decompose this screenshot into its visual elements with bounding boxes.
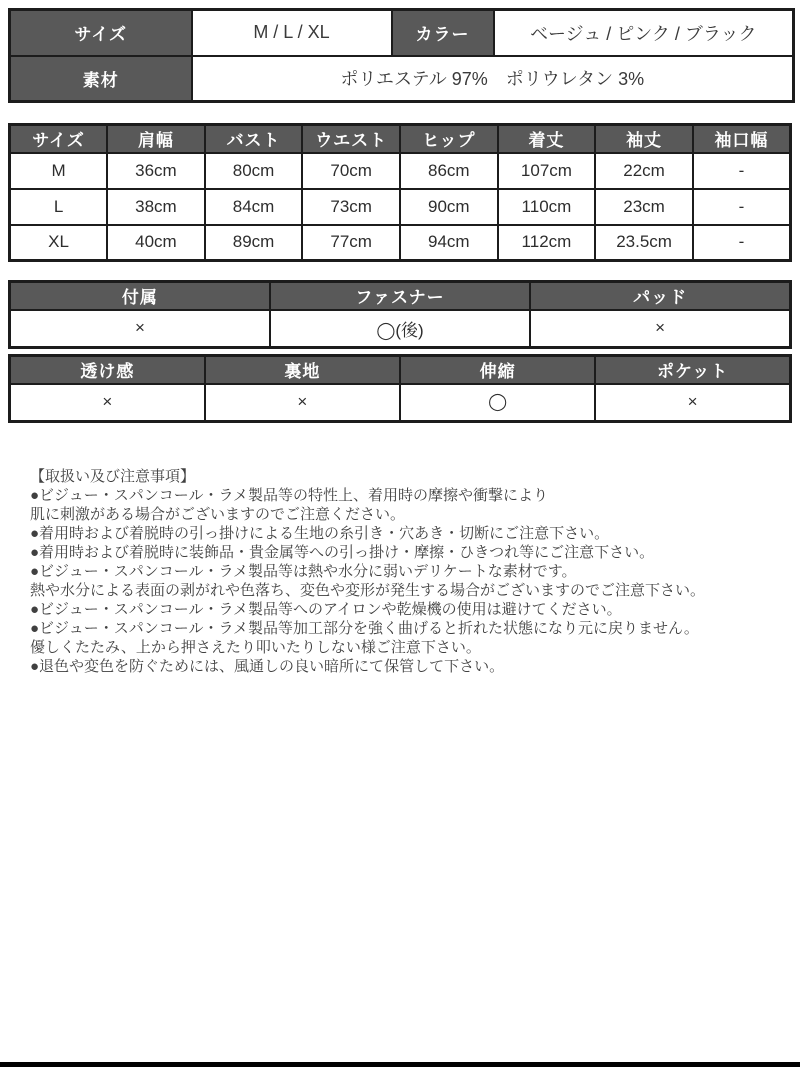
header-pad: パッド <box>530 282 790 310</box>
col-header-length: 着丈 <box>498 125 596 153</box>
size-label: サイズ <box>10 10 192 56</box>
col-header-cuff: 袖口幅 <box>693 125 791 153</box>
cell-size: M <box>10 153 108 189</box>
material-label: 素材 <box>10 56 192 102</box>
col-header-hip: ヒップ <box>400 125 498 153</box>
spec-table <box>8 8 795 103</box>
measurements-header-row <box>10 125 791 153</box>
cell-sleeve: 23cm <box>595 189 693 225</box>
col-header-size: サイズ <box>10 125 108 153</box>
care-note-line: ●ビジュー・スパンコール・ラメ製品等は熱や水分に弱いデリケートな素材です。 <box>30 563 577 580</box>
cell-shoulder: 38cm <box>107 189 205 225</box>
material-value: ポリエステル 97% ポリウレタン 3% <box>192 56 794 102</box>
care-note-line: ●ビジュー・スパンコール・ラメ製品等の特性上、着用時の摩擦や衝撃により <box>30 487 549 504</box>
care-note-line: ●ビジュー・スパンコール・ラメ製品等へのアイロンや乾燥機の使用は避けてください。 <box>30 601 622 618</box>
care-note-line: ●着用時および着脱時に装飾品・貴金属等への引っ掛け・摩擦・ひきつれ等にご注意下さい。 <box>30 544 655 561</box>
care-note-line: ●退色や変色を防ぐためには、風通しの良い暗所にて保管して下さい。 <box>30 658 505 675</box>
header-fastener: ファスナー <box>270 282 530 310</box>
cell-waist: 70cm <box>302 153 400 189</box>
cell-size: L <box>10 189 108 225</box>
features2-header-row <box>10 356 791 384</box>
value-lining: × <box>205 384 400 422</box>
care-note-line: ●着用時および着脱時の引っ掛けによる生地の糸引き・穴あき・切断にご注意下さい。 <box>30 525 610 542</box>
header-accessory: 付属 <box>10 282 270 310</box>
value-sheerness: × <box>10 384 205 422</box>
measurements-row-m <box>10 153 791 189</box>
bottom-divider-bar <box>0 1062 800 1067</box>
header-pocket: ポケット <box>595 356 790 384</box>
features1-value-row <box>10 310 791 348</box>
care-note-line: ●ビジュー・スパンコール・ラメ製品等加工部分を強く曲げると折れた状態になり元に戻りません。 <box>30 620 699 637</box>
cell-length: 112cm <box>498 225 596 261</box>
cell-hip: 90cm <box>400 189 498 225</box>
cell-length: 107cm <box>498 153 596 189</box>
cell-waist: 73cm <box>302 189 400 225</box>
cell-length: 110cm <box>498 189 596 225</box>
features-table-1 <box>8 280 792 349</box>
col-header-bust: バスト <box>205 125 303 153</box>
header-lining: 裏地 <box>205 356 400 384</box>
spec-row-size-color <box>10 10 794 56</box>
value-accessory: × <box>10 310 270 348</box>
value-fastener: ◯(後) <box>270 310 530 348</box>
measurements-row-xl <box>10 225 791 261</box>
measurements-table <box>8 123 792 262</box>
color-value: ベージュ / ピンク / ブラック <box>494 10 794 56</box>
cell-hip: 86cm <box>400 153 498 189</box>
col-header-shoulder: 肩幅 <box>107 125 205 153</box>
cell-size: XL <box>10 225 108 261</box>
cell-cuff: - <box>693 153 791 189</box>
features1-header-row <box>10 282 791 310</box>
cell-sleeve: 22cm <box>595 153 693 189</box>
cell-shoulder: 40cm <box>107 225 205 261</box>
measurements-row-l <box>10 189 791 225</box>
cell-shoulder: 36cm <box>107 153 205 189</box>
cell-waist: 77cm <box>302 225 400 261</box>
value-pad: × <box>530 310 790 348</box>
col-header-waist: ウエスト <box>302 125 400 153</box>
value-stretch: ◯ <box>400 384 595 422</box>
spec-row-material <box>10 56 794 102</box>
care-note-line: 肌に刺激がある場合がございますのでご注意ください。 <box>30 506 406 523</box>
header-sheerness: 透け感 <box>10 356 205 384</box>
cell-bust: 84cm <box>205 189 303 225</box>
cell-sleeve: 23.5cm <box>595 225 693 261</box>
color-label: カラー <box>392 10 494 56</box>
care-note-line: 優しくたたみ、上から押さえたり叩いたりしない様ご注意下さい。 <box>30 639 481 656</box>
cell-cuff: - <box>693 189 791 225</box>
features2-value-row <box>10 384 791 422</box>
care-notes-title: 【取扱い及び注意事項】 <box>30 468 196 485</box>
cell-hip: 94cm <box>400 225 498 261</box>
cell-cuff: - <box>693 225 791 261</box>
features-table-2 <box>8 354 792 423</box>
care-note-line: 熱や水分による表面の剥がれや色落ち、変色や変形が発生する場合がございますのでご注意下さい。 <box>30 582 706 599</box>
size-value: M / L / XL <box>192 10 392 56</box>
cell-bust: 89cm <box>205 225 303 261</box>
col-header-sleeve: 袖丈 <box>595 125 693 153</box>
cell-bust: 80cm <box>205 153 303 189</box>
value-pocket: × <box>595 384 790 422</box>
care-notes <box>0 467 800 676</box>
header-stretch: 伸縮 <box>400 356 595 384</box>
